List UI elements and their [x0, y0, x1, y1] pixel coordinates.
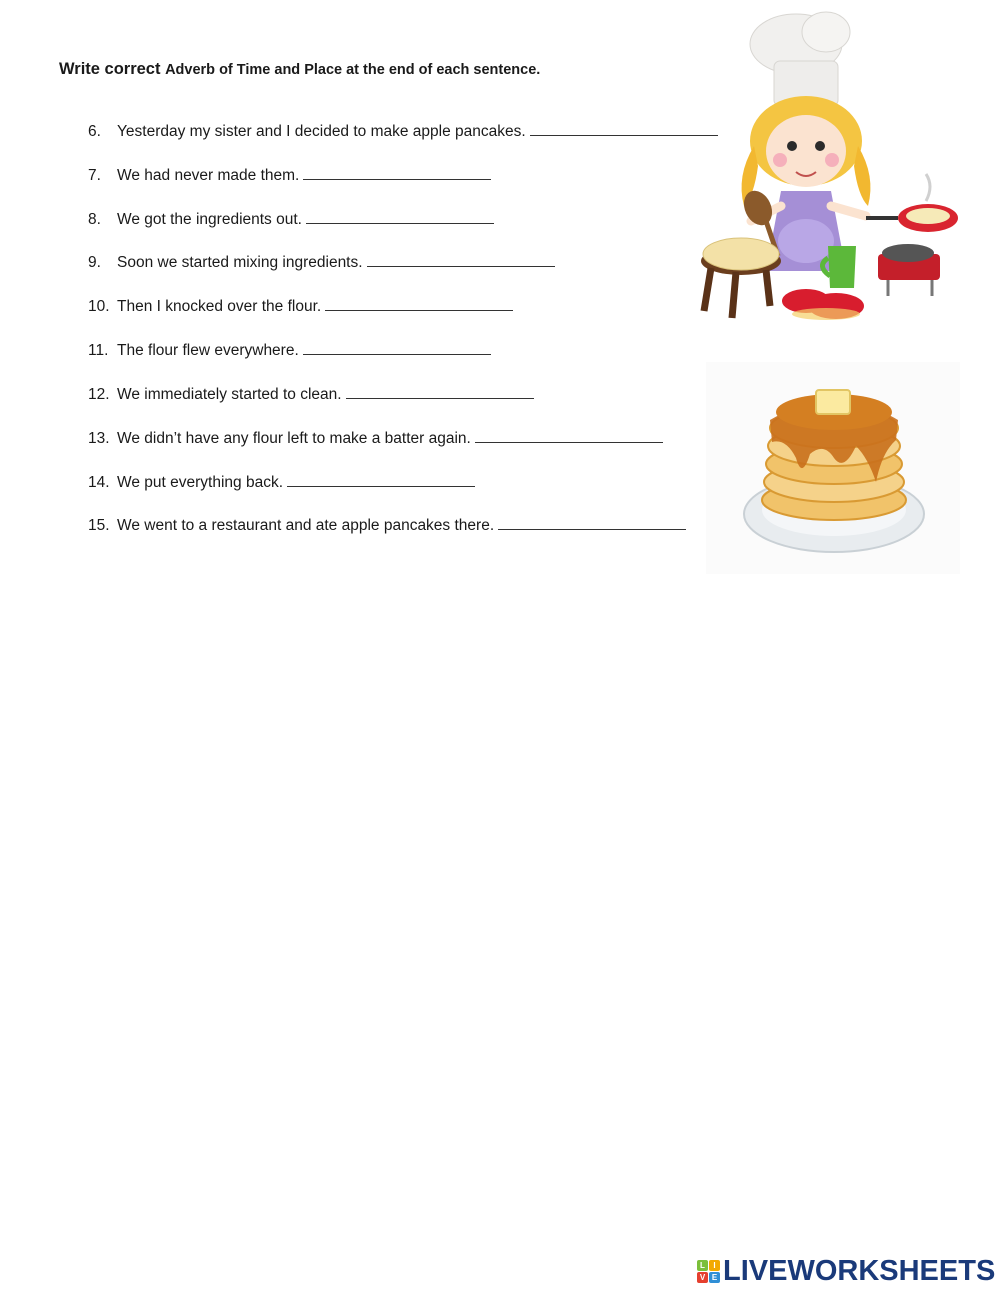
answer-field[interactable]: [306, 206, 494, 224]
logo-letter: V: [697, 1272, 708, 1283]
question-text: We went to a restaurant and ate apple pancakes there.: [117, 517, 495, 534]
question-number: 15.: [88, 517, 110, 534]
question-row: [88, 293, 513, 318]
question-text: We got the ingredients out.: [117, 211, 302, 228]
question-text: Yesterday my sister and I decided to make apple pancakes.: [117, 123, 526, 140]
logo-letter: E: [709, 1272, 720, 1283]
question-text: Then I knocked over the flour.: [117, 298, 322, 315]
question-row: [88, 249, 555, 274]
answer-field[interactable]: [530, 118, 718, 136]
answer-field[interactable]: [367, 249, 555, 267]
answer-field[interactable]: [475, 425, 663, 443]
liveworksheets-logo-icon: [697, 1260, 720, 1283]
chef-girl-illustration: [696, 6, 964, 324]
question-text: We didn’t have any flour left to make a batter again.: [117, 430, 471, 447]
logo-letter: I: [709, 1260, 720, 1271]
question-row: [88, 337, 491, 362]
question-number: 6.: [88, 123, 101, 140]
question-number: 8.: [88, 211, 101, 228]
question-text: Soon we started mixing ingredients.: [117, 254, 363, 271]
instructions-title: [59, 60, 540, 79]
question-text: The flour flew everywhere.: [117, 342, 299, 359]
question-number: 10.: [88, 298, 110, 315]
question-row: [88, 162, 491, 187]
question-row: [88, 381, 534, 406]
question-row: [88, 512, 686, 537]
question-row: [88, 118, 718, 143]
question-number: 9.: [88, 254, 101, 271]
answer-field[interactable]: [498, 512, 686, 530]
liveworksheets-brand: [697, 1256, 995, 1286]
question-text: We had never made them.: [117, 167, 300, 184]
question-number: 7.: [88, 167, 101, 184]
question-number: 14.: [88, 474, 110, 491]
logo-letter: L: [697, 1260, 708, 1271]
instructions-lead: Write correct: [59, 60, 161, 78]
question-text: We put everything back.: [117, 474, 283, 491]
question-text: We immediately started to clean.: [117, 386, 342, 403]
question-row: [88, 469, 475, 494]
instructions-rest: Adverb of Time and Place at the end of each sentence.: [165, 62, 541, 78]
answer-field[interactable]: [287, 469, 475, 487]
question-row: [88, 206, 494, 231]
question-row: [88, 425, 663, 450]
pancake-stack-illustration: [706, 362, 960, 574]
brand-name: LIVEWORKSHEETS: [723, 1254, 996, 1287]
question-number: 11.: [88, 342, 109, 359]
question-number: 13.: [88, 430, 110, 447]
answer-field[interactable]: [303, 162, 491, 180]
answer-field[interactable]: [303, 337, 491, 355]
answer-field[interactable]: [325, 293, 513, 311]
question-number: 12.: [88, 386, 110, 403]
answer-field[interactable]: [346, 381, 534, 399]
